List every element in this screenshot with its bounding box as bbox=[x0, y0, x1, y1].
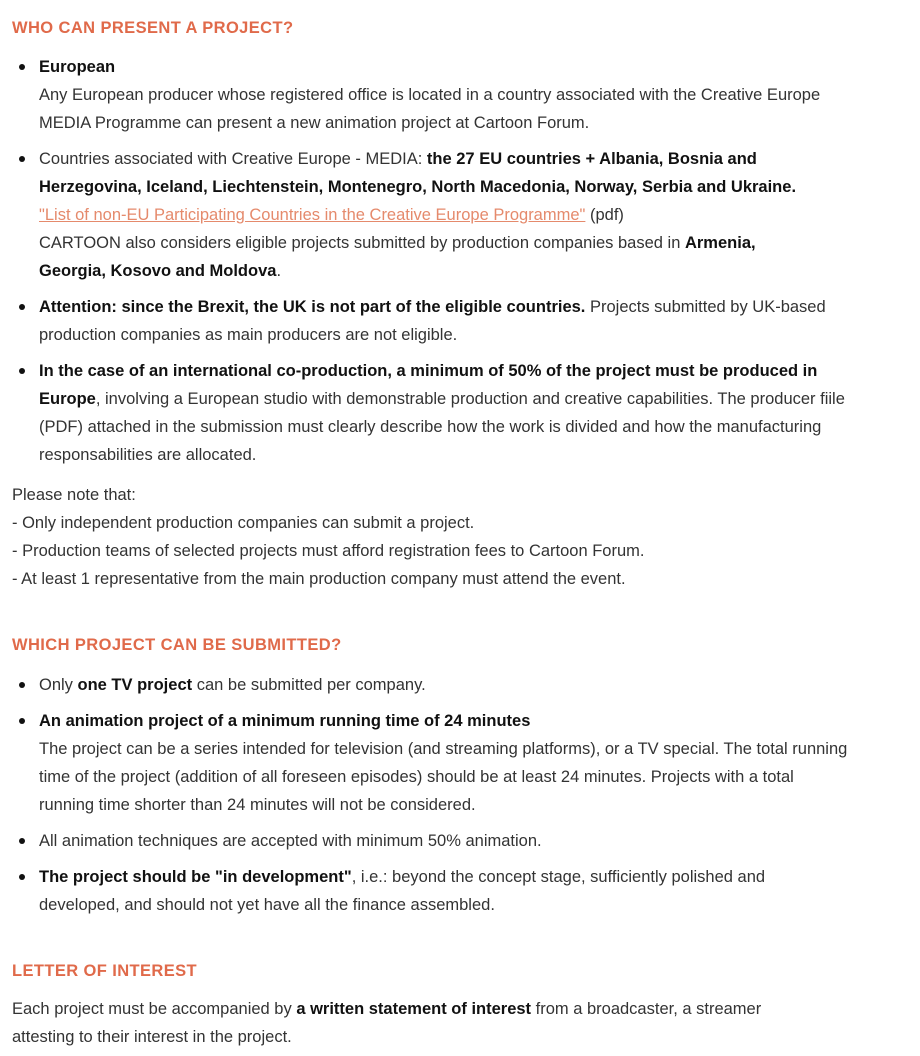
section-title-which: WHICH PROJECT CAN BE SUBMITTED? bbox=[12, 636, 342, 654]
bullet-icon bbox=[19, 682, 25, 688]
letter-paragraph bbox=[12, 995, 822, 1051]
note-item: - Only independent production companies can submit a project. bbox=[12, 514, 475, 532]
letter-suffix: from a broadcaster, a streamer attesting to their interest in the project. bbox=[12, 1000, 762, 1046]
european-label: European bbox=[39, 58, 116, 76]
brexit-rest: Projects submitted by UK-based production companies as main producers are not eligible. bbox=[39, 298, 826, 344]
dev-rest: , i.e.: beyond the concept stage, sufficiently polished and developed, and should not yet have all the finance assembled. bbox=[39, 868, 766, 914]
list-item-techniques bbox=[0, 827, 880, 855]
participating-countries-link[interactable]: "List of non-EU Participating Countries in the Creative Europe Programme" bbox=[39, 206, 586, 224]
cartoon-prefix: CARTOON also considers eligible projects submitted by production companies based in bbox=[39, 234, 685, 252]
note-item: - Production teams of selected projects must afford registration fees to Cartoon Forum. bbox=[12, 542, 645, 560]
list-item-european bbox=[0, 53, 880, 137]
dev-bold: The project should be "in development" bbox=[39, 868, 352, 886]
note-intro: Please note that: bbox=[12, 486, 136, 504]
countries-bold: the 27 EU countries + Albania, Bosnia and Herzegovina, Iceland, Liechtenstein, Montenegro, North Macedonia, Norway, Serbia and Ukraine. bbox=[39, 150, 797, 196]
list-item-brexit bbox=[0, 293, 880, 349]
who-list bbox=[0, 53, 880, 477]
techniques-text: All animation techniques are accepted with minimum 50% animation. bbox=[39, 832, 542, 850]
note-item: - At least 1 representative from the main production company must attend the event. bbox=[12, 570, 626, 588]
european-desc: Any European producer whose registered office is located in a country associated with the Creative Europe MEDIA Programme can present a new animation project at Cartoon Forum. bbox=[39, 86, 821, 132]
bullet-icon bbox=[19, 718, 25, 724]
min-desc: The project can be a series intended for television (and streaming platforms), or a TV special. The total running time of the project (addition of all foreseen episodes) should be at least 24 minutes. Projects with a total running time shorter than 24 minutes will not be considered. bbox=[39, 740, 848, 814]
section-title-letter: LETTER OF INTEREST bbox=[12, 962, 198, 980]
list-item-countries bbox=[0, 145, 880, 285]
note-block bbox=[12, 481, 892, 593]
bullet-icon bbox=[19, 368, 25, 374]
only-bold: one TV project bbox=[77, 676, 193, 694]
which-list bbox=[0, 671, 880, 927]
list-item-one-project bbox=[0, 671, 880, 699]
brexit-bold: Attention: since the Brexit, the UK is not part of the eligible countries. bbox=[39, 298, 586, 316]
bullet-icon bbox=[19, 874, 25, 880]
list-item-development bbox=[0, 863, 880, 919]
cartoon-suffix: . bbox=[276, 262, 282, 280]
coprod-rest: , involving a European studio with demonstrable production and creative capabilities. The producer fiile (PDF) attached in the submission must clearly describe how the work is divided and how the manufacturing responsabilities are allocated. bbox=[39, 390, 845, 464]
min-bold: An animation project of a minimum running time of 24 minutes bbox=[39, 712, 531, 730]
only-prefix: Only bbox=[39, 676, 78, 694]
bullet-icon bbox=[19, 156, 25, 162]
pdf-label: (pdf) bbox=[585, 206, 624, 224]
bullet-icon bbox=[19, 838, 25, 844]
list-item-running-time bbox=[0, 707, 880, 819]
only-suffix: can be submitted per company. bbox=[192, 676, 426, 694]
letter-prefix: Each project must be accompanied by bbox=[12, 1000, 297, 1018]
cartoon-bold: Armenia, Georgia, Kosovo and Moldova bbox=[39, 234, 756, 280]
section-title-who: WHO CAN PRESENT A PROJECT? bbox=[12, 19, 294, 37]
letter-bold: a written statement of interest bbox=[296, 1000, 532, 1018]
coprod-bold: In the case of an international co-production, a minimum of 50% of the project must be produced in Europe bbox=[39, 362, 818, 408]
bullet-icon bbox=[19, 64, 25, 70]
countries-prefix: Countries associated with Creative Europe - MEDIA: bbox=[39, 150, 427, 168]
bullet-icon bbox=[19, 304, 25, 310]
list-item-coproduction bbox=[0, 357, 880, 469]
